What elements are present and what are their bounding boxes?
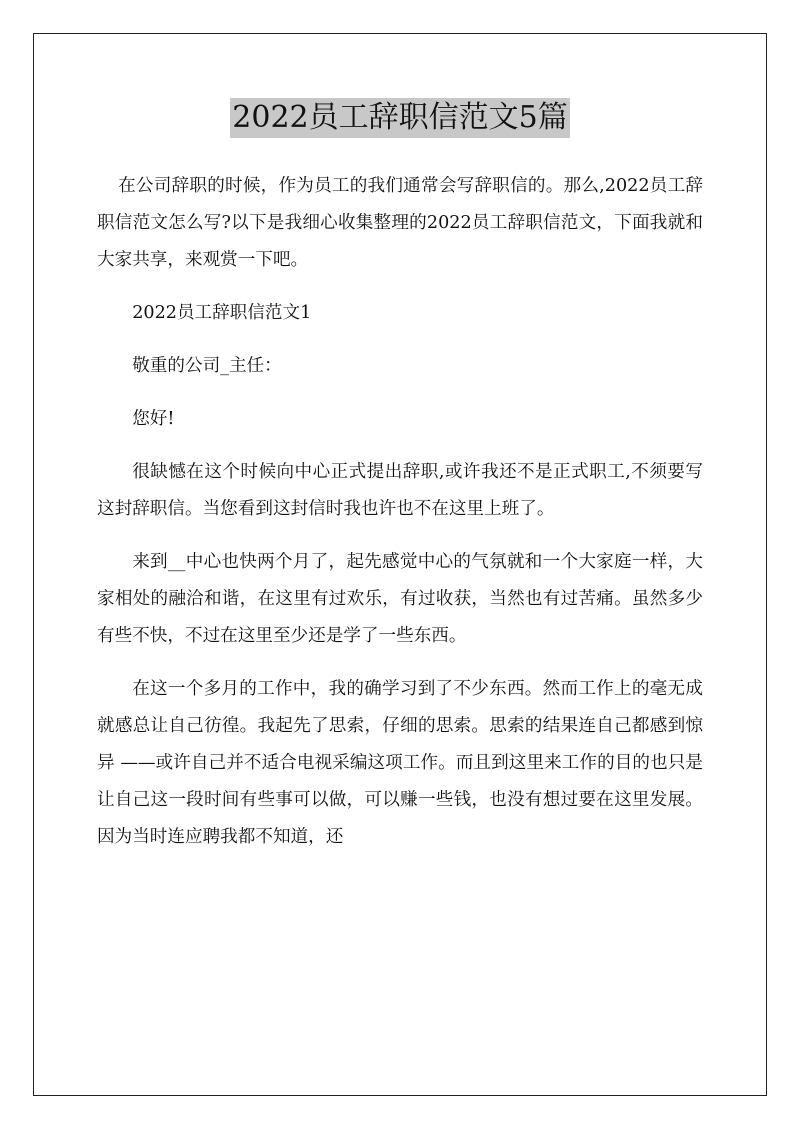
- body-paragraph: 在这一个多月的工作中，我的确学习到了不少东西。然而工作上的毫无成就感总让自己彷徨。我起先了思索，仔细的思索。思索的结果连自己都感到惊异 ——或许自己并不适合电视采编这项工作。而且到这里来工作的目的也只是让自己这一段时间有些事可以做，可以赚一些钱，也没有想过要在这里发展。因为当时连应聘我都不知道，还: [97, 679, 703, 847]
- title-container: [0, 98, 800, 138]
- body-paragraph: 很缺憾在这个时候向中心正式提出辞职,或许我还不是正式职工,不须要写这封辞职信。当您看到这封信时我也许也不在这里上班了。: [97, 462, 703, 519]
- body-paragraph: 来到__中心也快两个月了，起先感觉中心的气氛就和一个大家庭一样，大家相处的融洽和谐，在这里有过欢乐，有过收获，当然也有过苦痛。虽然多少有些不快，不过在这里至少还是学了一些东西。: [97, 552, 703, 646]
- greeting: 您好!: [132, 409, 175, 429]
- intro-paragraph: 在公司辞职的时候，作为员工的我们通常会写辞职信的。那么,2022员工辞职信范文怎么写?以下是我细心收集整理的2022员工辞职信范文，下面我就和大家共享，来观赏一下吧。: [97, 176, 703, 270]
- salutation: 敬重的公司_主任：: [132, 356, 282, 376]
- document-body: [97, 168, 703, 872]
- document-title: 2022员工辞职信范文5篇: [230, 98, 569, 138]
- letter-heading: 2022员工辞职信范文1: [132, 303, 312, 323]
